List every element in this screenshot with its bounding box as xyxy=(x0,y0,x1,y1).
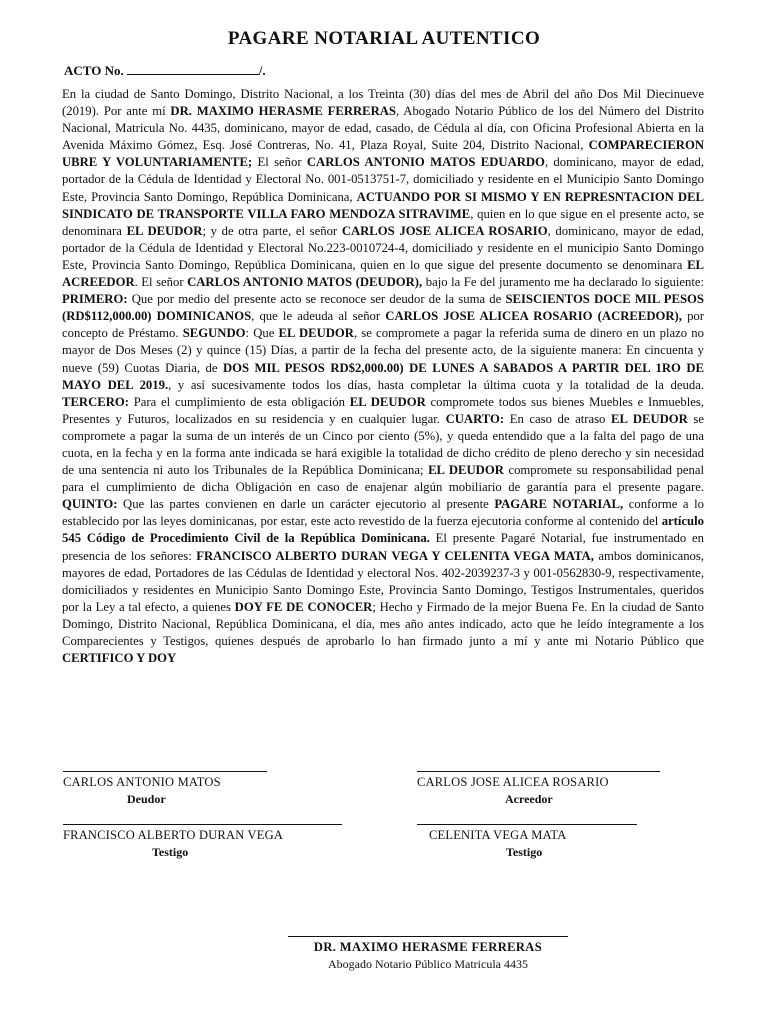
bold-text-run: CARLOS JOSE ALICEA ROSARIO (ACREEDOR), xyxy=(385,309,682,324)
text-run: se compromete a pagar la suma de un interés de un Cinco por ciento (5%), y queda entendido que a la falta del pago de una cuota, en la fecha y en la forma ante indicada se hará exigible la totalidad de dicho crédito de pleno derecho y sin necesidad de una sentencia ni auto los Tribunales de la República Dominicana; xyxy=(62,411,704,478)
signature-line xyxy=(417,771,660,772)
bold-text-run: FRANCISCO ALBERTO DURAN VEGA Y CELENITA VEGA MATA, xyxy=(196,548,594,563)
bold-text-run: EL DEUDOR xyxy=(428,463,504,478)
bold-text-run: SEGUNDO xyxy=(182,326,246,341)
bold-text-run: CARLOS ANTONIO MATOS (DEUDOR), xyxy=(187,275,423,290)
signatory-name: CELENITA VEGA MATA xyxy=(429,828,567,842)
bold-text-run: EL DEUDOR xyxy=(278,326,354,341)
signatory-role: Testigo xyxy=(506,845,543,859)
bold-text-run: DOS MIL PESOS RD$2,000.00) DE LUNES A SABADOS A PARTIR DEL 1RO DE MAYO DEL 2019. xyxy=(62,360,704,392)
signature-block-testigo-2 xyxy=(417,824,637,860)
text-run: En caso de atraso xyxy=(504,411,611,426)
bold-text-run: PRIMERO: xyxy=(62,292,128,307)
text-run: , y así sucesivamente todos los días, hasta completar la última cuota y la totalidad de la deuda. xyxy=(168,377,704,392)
text-run: Que por medio del presente acto se reconoce ser deudor de la suma de xyxy=(127,292,506,307)
text-run: conforme a lo establecido por las leyes dominicanas, por estar, este acto revestido de la fuerza ejecutoria conforme al contenido del xyxy=(62,497,704,529)
bold-text-run: PAGARE NOTARIAL, xyxy=(494,497,624,512)
text-run: : Que xyxy=(245,326,279,341)
text-run: Que las partes convienen en darle un carácter ejecutorio al presente xyxy=(117,497,495,512)
text-run: ; Hecho y Firmado de la mejor Buena Fe. En la ciudad de Santo Domingo, Distrito Nacional, República Dominicana, el día, mes año antes indicado, acto que he leído íntegramente a los Comparecientes y Testigos, quienes después de aprobarlo lo han firmado junto a mí y ante mi Notario Público que xyxy=(62,599,704,648)
bold-text-run: TERCERO: xyxy=(62,394,129,409)
bold-text-run: EL DEUDOR xyxy=(349,394,426,409)
acto-suffix: /. xyxy=(258,63,266,78)
signature-line xyxy=(288,936,568,937)
bold-text-run: DOY FE DE CONOCER xyxy=(234,599,373,614)
bold-text-run: artículo 545 Código de Procedimiento Civil de la República Dominicana. xyxy=(62,514,704,546)
notary-title: Abogado Notario Público Matricula 4435 xyxy=(328,957,528,971)
signatory-role: Deudor xyxy=(127,792,166,806)
bold-text-run: CARLOS JOSE ALICEA ROSARIO xyxy=(341,223,548,238)
bold-text-run: QUINTO: xyxy=(62,497,118,512)
signatory-name: FRANCISCO ALBERTO DURAN VEGA xyxy=(63,828,284,842)
signature-block-deudor xyxy=(63,771,267,807)
signature-block-acreedor xyxy=(417,771,660,807)
notary-name: DR. MAXIMO HERASME FERRERAS xyxy=(313,940,543,954)
text-run: , dominicano, mayor de edad, portador de la Cédula de Identidad y Electoral No.223-0010724-4, domiciliado y residente en el municipio Santo Domingo Este, Provincia Santo Domingo, República Dominicana, quien en lo que sigue del presente documento se denominara xyxy=(62,223,704,272)
text-run: , que le adeuda al señor xyxy=(251,309,386,324)
bold-text-run: CERTIFICO Y DOY xyxy=(62,651,177,666)
text-run: , se compromete a pagar la referida suma de dinero en un plazo no mayor de Dos Meses (2) y quince (15) Días, a partir de la fecha del presente acto, de la siguiente manera: En cincuenta y nueve (59) Cuotas Diaria, de xyxy=(62,326,704,375)
signature-line xyxy=(417,824,637,825)
signature-block-notario xyxy=(288,936,568,972)
bold-text-run: SEISCIENTOS DOCE MIL PESOS (RD$112,000.00) DOMINICANOS xyxy=(62,292,704,324)
signature-line xyxy=(63,771,267,772)
text-run: El presente Pagaré Notarial, fue instrumentado en presencia de los señores: xyxy=(62,531,704,563)
acto-number-blank xyxy=(127,63,259,75)
text-run: ambos dominicanos, mayores de edad, Portadores de las Cédulas de Identidad y electoral Nos. 402-2039237-3 y 001-0562830-9, respectivamente, domiciliados y residentes en Municipio Santo Domingo Este, Provincia Santo Domingo, Testigos Instrumentales, queridos por la Ley a tal efecto, a quienes xyxy=(62,548,704,614)
bold-text-run: DR. MAXIMO HERASME FERRERAS xyxy=(170,104,396,119)
signatory-name: CARLOS JOSE ALICEA ROSARIO xyxy=(417,775,609,789)
text-run: Para el cumplimiento de esta obligación xyxy=(128,394,350,409)
text-run: ; y de otra parte, el señor xyxy=(202,223,342,238)
text-run: , Abogado Notario Público de los del Número del Distrito Nacional, Matricula No. 4435, dominicano, mayor de edad, casado, de Cédula al día, con Oficina Profesional Abierta en la Avenida Máximo Gómez, Esq. José Contreras, No. 41, Plaza Royal, Suite 204, Distrito Nacional, xyxy=(62,104,704,153)
text-run: bajo la Fe del juramento me ha declarado lo siguiente: xyxy=(422,275,705,290)
bold-text-run: EL DEUDOR xyxy=(611,411,688,426)
signature-block-testigo-1 xyxy=(63,824,342,860)
document-title: PAGARE NOTARIAL AUTENTICO xyxy=(227,28,541,49)
acto-number-line xyxy=(64,63,266,79)
bold-text-run: COMPARECIERON UBRE Y VOLUNTARIAMENTE; xyxy=(62,138,704,170)
text-run: , dominicano, mayor de edad, portador de la Cédula de Identidad y Electoral No. 001-0513751-7, domiciliado y residente en el Municipio Santo Domingo Este, Provincia Santo Domingo, República Dominicana, xyxy=(62,155,704,204)
signature-line xyxy=(63,824,342,825)
act-body-paragraph xyxy=(62,86,704,667)
signatory-role: Testigo xyxy=(152,845,189,859)
text-run: En la ciudad de Santo Domingo, Distrito Nacional, a los Treinta (30) días del mes de Abril del año Dos Mil Diecinueve (2019). Por ante mí xyxy=(62,87,704,119)
text-run: , quien en lo que sigue en el presente acto, se denominara xyxy=(62,206,704,238)
signatory-role: Acreedor xyxy=(505,792,553,806)
bold-text-run: EL DEUDOR xyxy=(126,223,203,238)
bold-text-run: EL ACREEDOR xyxy=(62,257,704,290)
signatory-name: CARLOS ANTONIO MATOS xyxy=(63,775,221,789)
text-run: compromete todos sus bienes Muebles e Inmuebles, Presentes y Futuros, localizados en su residencia y en cualquier lugar. xyxy=(62,394,704,426)
bold-text-run: CARLOS ANTONIO MATOS EDUARDO xyxy=(306,155,545,170)
text-run: El señor xyxy=(252,155,307,170)
text-run: . El señor xyxy=(134,275,188,290)
bold-text-run: ACTUANDO POR SI MISMO Y EN REPRESNTACION DEL SINDICATO DE TRANSPORTE VILLA FARO MENDOZA SITRAVIME xyxy=(62,189,705,221)
acto-label: ACTO No. xyxy=(64,63,124,78)
text-run: por concepto de Préstamo. xyxy=(62,309,704,341)
text-run: compromete su responsabilidad penal para el cumplimiento de dicha Obligación en caso de enajenar algún mobiliario de garantía para el presente pagare. xyxy=(62,463,704,495)
bold-text-run: CUARTO: xyxy=(445,411,505,426)
